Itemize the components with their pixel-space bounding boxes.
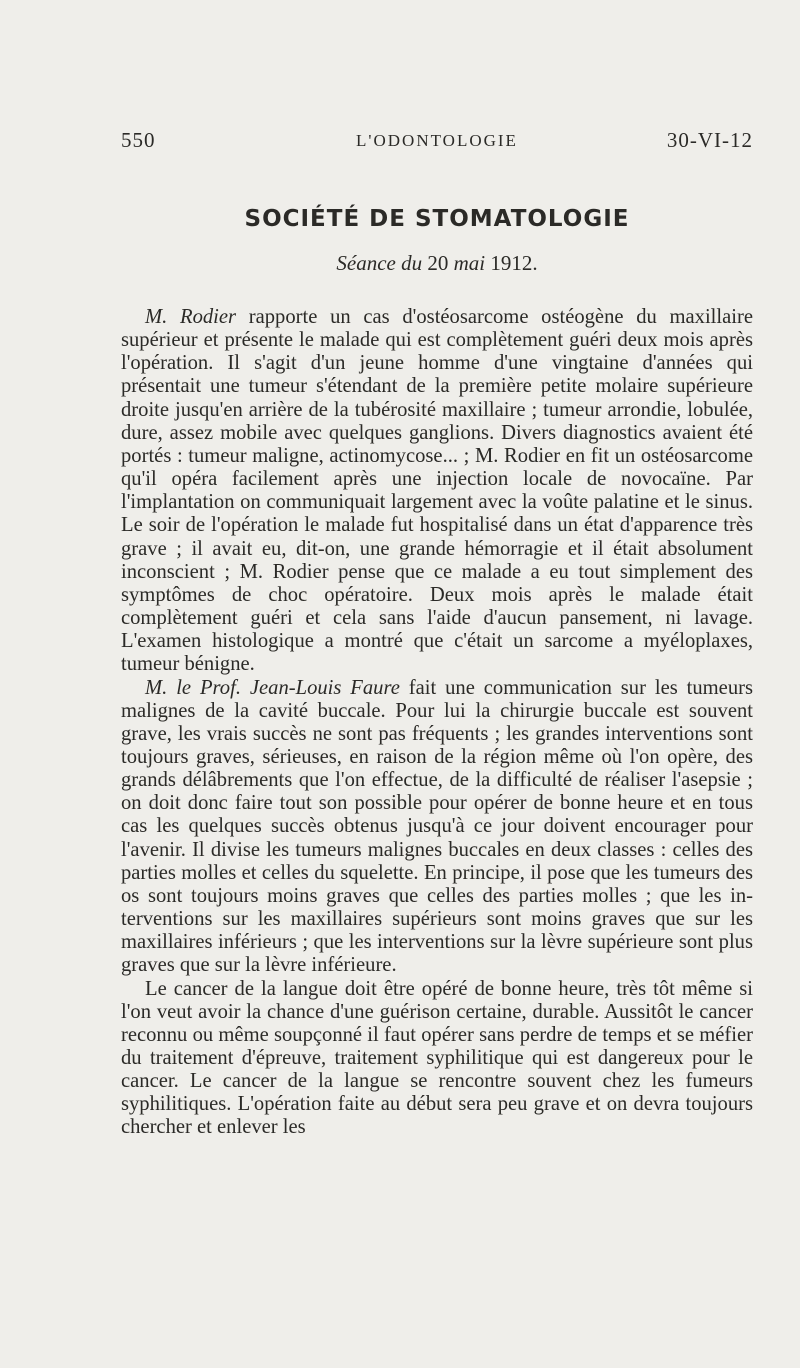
journal-title: L'ODONTOLOGIE: [356, 131, 518, 150]
session-year: 1912.: [485, 251, 538, 275]
running-head: [121, 128, 753, 158]
speaker-name: M. le Prof. Jean-Louis Faure: [145, 676, 400, 699]
paragraph: [121, 677, 753, 978]
session-prefix: Séance du: [336, 251, 423, 275]
issue-date: 30-VI-12: [666, 128, 753, 152]
session-day: 20: [422, 251, 454, 275]
paragraph-text: Le cancer de la langue doit être opéré de bonne heure, très tôt même si l'on veut avoir la chance d'une guérison certaine, durable. Aussitôt le cancer reconnu ou même soupçonné il faut opérer sans perdre de temps et se méfier du traitement d'épreuve, traitement syphilitique qui est dangereux pour le cancer. Le cancer de la langue se rencontre souvent chez les fumeurs syphilitiques. L'opération faite au début sera peu grave et on devra toujours chercher et enlever les: [121, 977, 753, 1139]
session-month: mai: [453, 251, 486, 275]
paragraph: [121, 978, 753, 1140]
paragraph: [121, 306, 753, 677]
paragraph-text: rapporte un cas d'ostéosarcome ostéogène du maxillaire supérieur et présente le malade qui est complètement guéri deux mois après l'opération. Il s'agit d'un jeune homme d'une vingtaine d'années qui présentait une tumeur s'étendant de la première petite molaire supérieure droite jusqu'en arrière de la tubérosité maxillaire ; tumeur arrondie, lobulée, dure, assez mobile avec quelques ganglions. Divers diagnostics avaient été portés : tumeur maligne, actinomycose... ; M. Rodier en fit un ostéosarcome qu'il opéra facilement après une injection locale de novocaïne. Par l'implantation on communiquait largement avec la voûte palatine et le sinus. Le soir de l'opération le malade fut hospitalisé dans un état d'apparence très grave ; il avait eu, dit-on, une grande hémorragie et il était absolument inconscient ; M. Rodier pense que ce malade a eu tout simplement des symptômes de choc opératoire. Deux mois après le malade était complètement guéri et cela sans l'aide d'aucun pansement, ni lavage. L'examen histologique a montré que c'était un sarcome a myéloplaxes, tumeur bénigne.: [121, 306, 753, 676]
paragraph-text: fait une communication sur les tumeurs malignes de la cavité buccale. Pour lui la chirurgie buccale est souvent grave, les vrais succès ne sont pas fréquents ; les grandes interventions sont toujours graves, sérieuses, en raison de la région même où l'on opère, des grands délâbrements que l'on effectue, de la difficulté de réaliser l'asepsie ; on doit donc faire tout son possible pour opérer de bonne heure et en tous cas les quelques succès obtenus jusqu'à ce jour doivent encourager pour l'avenir. Il divise les tumeurs malignes buccales en deux classes : celles des parties molles et celles du squelette. En principe, il pose que les tumeurs des os sont toujours moins graves que celles des parties molles ; que les interventions sur les maxillaires supérieurs sont moins graves que sur les maxillaires inférieurs ; que les interventions sur la lèvre supérieure sont plus graves que sur la lèvre inférieure.: [121, 676, 753, 977]
session-date: [121, 251, 753, 276]
speaker-name: M. Rodier: [145, 306, 237, 328]
article-body: [121, 306, 753, 1140]
section-title: SOCIÉTÉ DE STOMATOLOGIE: [244, 206, 630, 232]
page-number: 550: [121, 128, 156, 152]
